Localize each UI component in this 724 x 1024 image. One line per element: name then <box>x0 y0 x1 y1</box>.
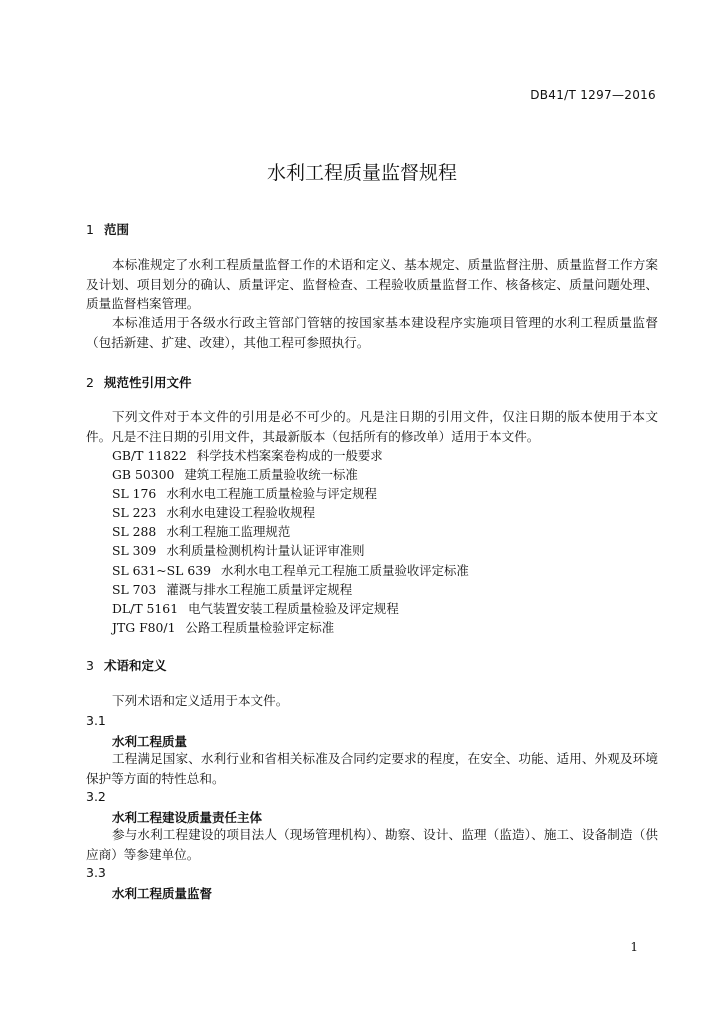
term-definition: 参与水利工程建设的项目法人（现场管理机构）、勘察、设计、监理（监造）、施工、设备制造（供应商）等参建单位。 <box>86 827 658 862</box>
reference-title: 科学技术档案案卷构成的一般要求 <box>196 448 383 463</box>
reference-item <box>112 599 469 618</box>
reference-title: 电气装置安装工程质量检验及评定规程 <box>188 600 399 616</box>
reference-code: GB 50300 <box>112 467 175 483</box>
reference-code: SL 288 <box>112 524 157 540</box>
reference-title: 水利水电工程施工质量检验与评定规程 <box>166 486 377 502</box>
section-2-heading <box>86 373 192 391</box>
reference-item <box>112 618 469 637</box>
reference-code: SL 631~SL 639 <box>112 562 211 578</box>
reference-item <box>112 503 469 522</box>
reference-code: SL 309 <box>112 543 157 559</box>
reference-item <box>112 484 469 503</box>
section-title: 术语和定义 <box>104 658 167 673</box>
term-definition: 工程满足国家、水利行业和省相关标准及合同约定要求的程度，在安全、功能、适用、外观及环境保护等方面的特性总和。 <box>86 751 658 786</box>
reference-item <box>112 580 469 599</box>
reference-code: SL 223 <box>112 505 157 521</box>
section-1-paragraph-2: 本标准适用于各级水行政主管部门管辖的按国家基本建设程序实施项目管理的水利工程质量监督（包括新建、扩建、改建），其他工程可参照执行。 <box>86 315 658 350</box>
standard-code: DB41/T 1297—2016 <box>530 88 656 102</box>
reference-code: GB/T 11822 <box>112 448 187 463</box>
section-number: 3 <box>86 658 94 673</box>
term-number: 3.1 <box>86 713 106 728</box>
section-title: 规范性引用文件 <box>104 375 192 390</box>
term-title: 水利工程建设质量责任主体 <box>112 810 263 825</box>
page-number: 1 <box>630 940 638 954</box>
reference-item <box>112 522 469 541</box>
section-3-intro: 下列术语和定义适用于本文件。 <box>112 693 289 708</box>
reference-item <box>112 465 469 484</box>
reference-code: JTG F80/1 <box>112 619 176 635</box>
reference-title: 水利工程施工监理规范 <box>166 524 291 540</box>
section-title: 范围 <box>104 222 130 237</box>
term-title: 水利工程质量 <box>112 734 188 749</box>
reference-item <box>112 446 469 465</box>
reference-title: 建筑工程施工质量验收统一标准 <box>184 467 358 483</box>
reference-item <box>112 541 469 560</box>
section-2-intro: 下列文件对于本文件的引用是必不可少的。凡是注日期的引用文件，仅注日期的版本使用于本文件。凡是不注日期的引用文件，其最新版本（包括所有的修改单）适用于本文件。 <box>86 409 658 444</box>
reference-title: 水利质量检测机构计量认证评审准则 <box>166 543 365 559</box>
section-number: 2 <box>86 375 94 390</box>
reference-title: 公路工程质量检验评定标准 <box>185 619 335 635</box>
reference-code: DL/T 5161 <box>112 600 179 616</box>
document-title: 水利工程质量监督规程 <box>266 162 457 184</box>
reference-title: 水利水电建设工程验收规程 <box>166 505 315 521</box>
term-number: 3.3 <box>86 865 106 880</box>
section-1-heading <box>86 220 129 238</box>
section-number: 1 <box>86 222 94 237</box>
normative-reference-list <box>112 446 469 637</box>
term-title: 水利工程质量监督 <box>112 886 213 901</box>
reference-item <box>112 561 469 580</box>
term-number: 3.2 <box>86 789 106 804</box>
reference-code: SL 176 <box>112 486 157 502</box>
section-3-heading <box>86 656 167 674</box>
reference-title: 灌溉与排水工程施工质量评定规程 <box>166 581 353 597</box>
reference-title: 水利水电工程单元工程施工质量验收评定标准 <box>221 562 469 578</box>
section-1-paragraph-1: 本标准规定了水利工程质量监督工作的术语和定义、基本规定、质量监督注册、质量监督工作方案及计划、项目划分的确认、质量评定、监督检查、工程验收质量监督工作、核备核定、质量问题处理、质量监督档案管理。 <box>86 257 658 311</box>
reference-code: SL 703 <box>112 581 157 597</box>
